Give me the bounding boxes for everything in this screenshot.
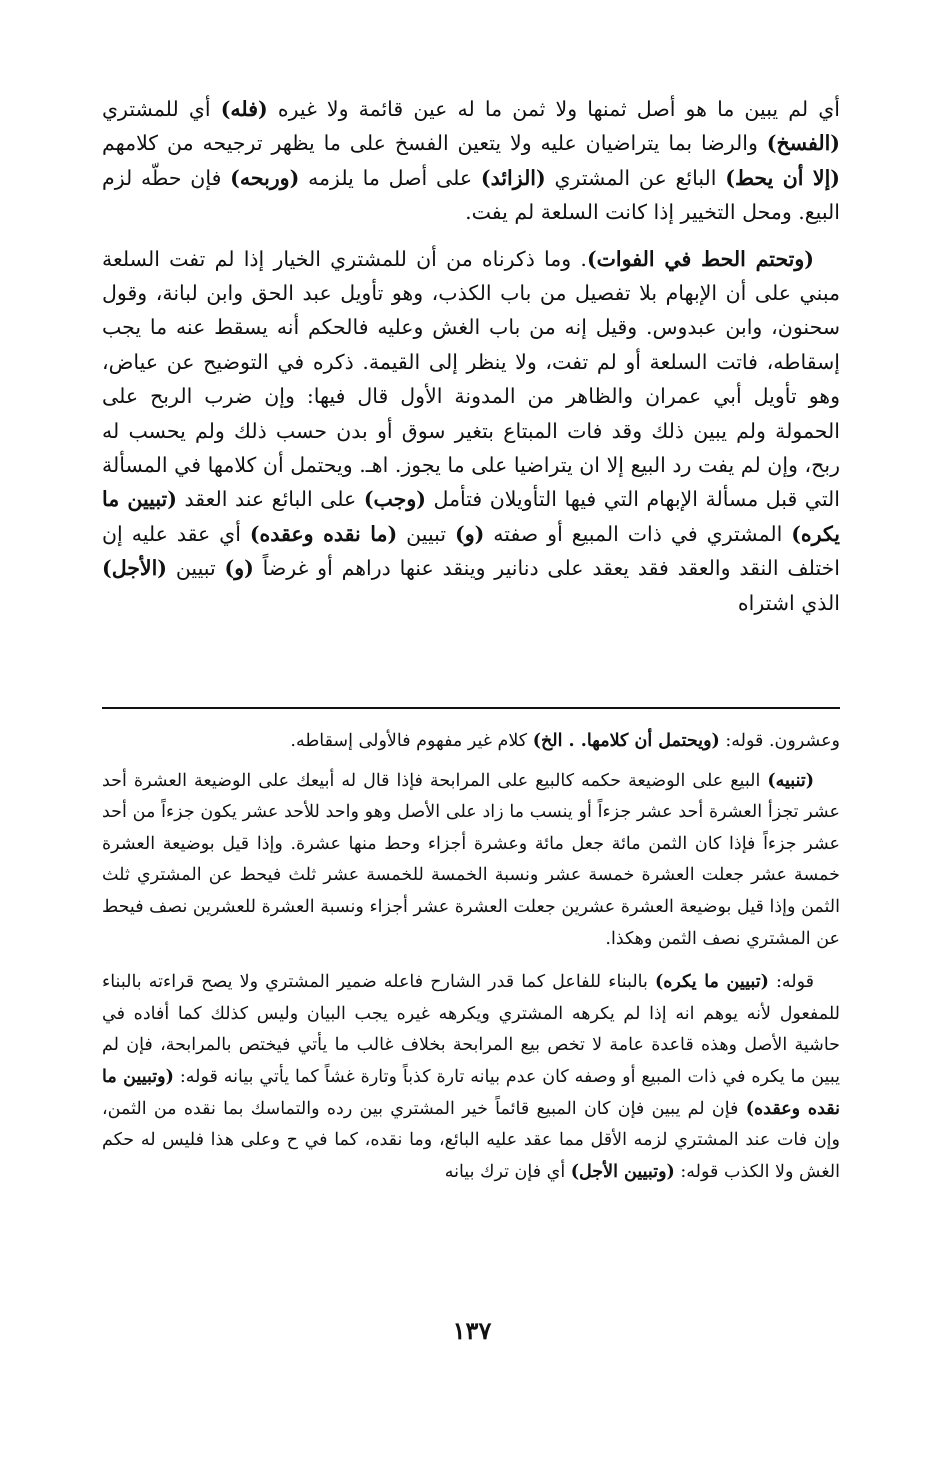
bold-term: (وتحتم الحط في الفوات) <box>586 246 814 271</box>
bold-term: (وربحه) <box>230 165 300 190</box>
text-run: قوله: <box>768 972 814 993</box>
bold-term: (وتبيين الأجل) <box>570 1161 675 1182</box>
text-run: على البائع عند العقد <box>176 487 364 512</box>
footnote-2 <box>102 766 840 956</box>
text-run: البائع عن المشتري <box>545 165 726 190</box>
footnotes-section <box>102 726 840 1188</box>
bold-term: (الزائد) <box>480 165 546 190</box>
bold-term: (وتبيين ما نقده وعقده) <box>102 1066 840 1119</box>
bold-term: (تبيين ما يكره) <box>654 972 769 993</box>
text-run: كلام غير مفهوم فالأولى إسقاطه. <box>290 731 533 751</box>
text-run: تبيين <box>166 556 225 581</box>
text-run: البيع على الوضيعة حكمه كالبيع على المرابحة فإذا قال له أبيعك على الوضيعة العشرة أحد عشر تجزأ العشرة أحد عشر جزءاً أو ينسب ما زاد على الأصل وهو واحد للأحد عشر يكون جزءاً من أحد عشر جزءاً فإذا كان الثمن مائة جعل مائة وعشرة أجزاء وحط منها عشرة. وإذا قيل بوضيعة العشرة خمسة عشر جعلت العشرة خمسة عشر ونسبة الخمسة للخمسة عشر ثلث فيحط عن المشتري ثلث الثمن وإذا قيل بوضيعة العشرة عشرين جعلت العشرة عشر أجزاء ونسبة العشرة للعشرين نصف فيحط عن المشتري نصف الثمن وهكذا. <box>102 770 840 949</box>
bold-term: (الفسخ) <box>766 131 840 156</box>
bold-term: (تبيين ما يكره) <box>102 487 841 546</box>
main-paragraph-1 <box>102 92 840 230</box>
bold-term: (ما نقده وعقده) <box>249 521 398 546</box>
bold-term: (فله) <box>220 97 268 121</box>
text-run: . وما ذكرناه من أن للمشتري الخيار إذا لم تفت السلعة مبني على أن الإبهام بلا تفصيل من باب الكذب، وهو تأويل عبد الحق وابن لبانة، وقول سحنون، وابن عبدوس. وقيل إنه من باب الغش وعليه فالحكم أنه يسقط عنه ما يجب إسقاطه، فاتت السلعة أو لم تفت، ولا ينظر إلى القيمة. ذكره في التوضيح عن عياض، وهو تأويل أبي عمران والظاهر من المدونة الأول قال فيها: وإن ضرب الربح على الحمولة ولم يبين ذلك وقد فات المبتاع بتغير سوق أو بدن حسب ذلك ولم يحسب له ربح، وإن لم يفت رد البيع إلا ان يتراضيا على ما يجوز. اهـ. ويحتمل أن كلامها في المسألة التي قبل مسألة الإبهام التي فيها التأويلان فتأمل <box>102 246 840 512</box>
bold-term: (إلا أن يحط) <box>725 165 840 190</box>
main-body-text <box>102 92 840 620</box>
bold-term: (وجب) <box>363 487 426 512</box>
text-run: بالبناء للفاعل كما قدر الشارح فاعله ضمير المشتري ولا يصح قراءته بالبناء للمفعول لأنه يوهم انه إذا لم يكرهه المشتري ويكرهه غيره يجب البيان وليس كذلك كما أفاده في حاشية الأصل وهذه قاعدة عامة لا تخص بيع المرابحة بخلاف غالب ما يأتي فيختص بالمرابحة، فإن لم يبين ما يكره في ذات المبيع أو وصفه كان عدم بيانه تارة كذباً وتارة غشاً كما يأتي بيانه قوله: <box>102 972 840 1087</box>
text-run: تبيين <box>397 521 455 546</box>
bold-term: (الأجل) <box>102 556 167 581</box>
bold-term: (و) <box>455 521 485 546</box>
footnote-1 <box>102 726 840 758</box>
text-run: أي فإن ترك بيانه <box>444 1161 571 1182</box>
footnote-separator-rule <box>102 707 840 709</box>
text-run: على أصل ما يلزمه <box>299 165 481 190</box>
bold-term: (و) <box>224 556 254 581</box>
footnote-3 <box>102 967 840 1188</box>
page-number: ١٣٧ <box>452 1316 492 1345</box>
bold-term: (تنبيه) <box>767 770 814 791</box>
text-run: أي لم يبين ما هو أصل ثمنها ولا ثمن ما له عين قائمة ولا غيره <box>267 97 840 121</box>
text-run: فإن لم يبين فإن كان المبيع قائماً خير المشتري بين رده والتماسك بما نقده من الثمن، وإن فات عند المشتري لزمه الأقل مما عقد عليه البائع، وما نقده، كما في ح وعلى هذا فليس له حكم الغش ولا الكذب قوله: <box>102 1098 840 1182</box>
text-run: المشتري في ذات المبيع أو صفته <box>484 521 792 546</box>
text-run: أي عقد عليه إن اختلف النقد والعقد فقد يعقد على دنانير وينقد عنها دراهم أو غرضاً <box>102 521 840 581</box>
bold-term: (ويحتمل أن كلامها. . الخ) <box>532 731 720 751</box>
text-run: وعشرون. قوله: <box>719 731 840 751</box>
text-run: الذي اشتراه <box>737 590 840 615</box>
main-paragraph-2 <box>102 242 840 620</box>
text-run: والرضا بما يتراضيان عليه ولا يتعين الفسخ على ما يظهر ترجيحه من كلامهم <box>102 131 767 156</box>
text-run: أي للمشتري <box>102 97 221 121</box>
text-run: فإن حطّه لزم البيع. ومحل التخيير إذا كانت السلعة لم يفت. <box>102 165 840 225</box>
